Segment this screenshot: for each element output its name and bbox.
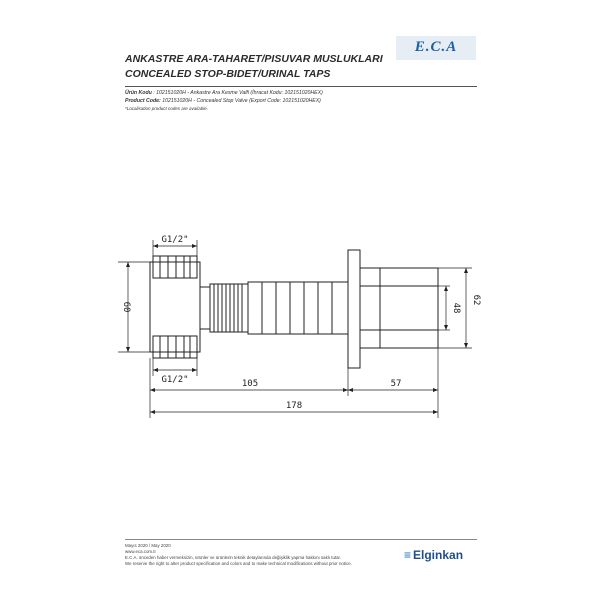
footer-divider xyxy=(125,539,477,540)
product-code-label: Product Code: xyxy=(125,98,161,104)
dimension-arrows xyxy=(126,244,468,414)
stem-neck xyxy=(200,287,210,329)
urun-kodu-label: Ürün Kodu xyxy=(125,90,152,96)
footer-disclaimer-en: We reserve the right to alter product specification and colors and to make technical modifications without prior notice. xyxy=(125,561,352,566)
dimension-lines xyxy=(118,240,472,418)
footer-website[interactable]: www.eca.com.tr xyxy=(125,549,156,554)
dim-height-inner: 48 xyxy=(451,302,461,314)
valve-body xyxy=(150,262,200,352)
dim-thread-bottom: G1/2" xyxy=(161,375,189,385)
eca-logo-text: E.C.A xyxy=(414,39,458,55)
handle xyxy=(360,268,438,348)
urun-kodu-value: : 102151020H - Ankastre Ara Kesme Valfi (İhracat Kodu: 102151020HEX) xyxy=(153,90,323,96)
product-code-value: 102151020H - Concealed Stop Valve (Export Code: 102151020HEX) xyxy=(162,98,321,104)
localisation-note: *Localisation product codes are available. xyxy=(125,106,209,111)
elginkan-brand-text: Elginkan xyxy=(413,548,464,562)
dim-height-outer: 62 xyxy=(471,294,481,306)
dim-height-left: 60 xyxy=(121,301,131,313)
wall-flange xyxy=(348,250,360,368)
dim-length-b: 57 xyxy=(390,379,402,389)
title-english: CONCEALED STOP-BIDET/URINAL TAPS xyxy=(125,68,331,80)
valve-outline xyxy=(150,250,438,368)
dim-length-total: 178 xyxy=(285,401,303,411)
dim-length-a: 105 xyxy=(241,379,259,389)
elginkan-logo xyxy=(404,548,463,562)
title-turkish: ANKASTRE ARA-TAHARET/PISUVAR MUSLUKLARI xyxy=(125,53,383,65)
dim-thread-top: G1/2" xyxy=(161,235,189,245)
grooved-spindle xyxy=(248,282,348,334)
elginkan-mark-icon: ≡ xyxy=(404,548,412,562)
footer-date: Mayıs 2020 / May 2020 xyxy=(125,543,171,548)
footer-disclaimer-tr: E.C.A. önceden haber vermeksizin, ürünler ve ürünlerin teknik detaylarında değişiklik yapma hakkını saklı tutar. xyxy=(125,555,341,560)
